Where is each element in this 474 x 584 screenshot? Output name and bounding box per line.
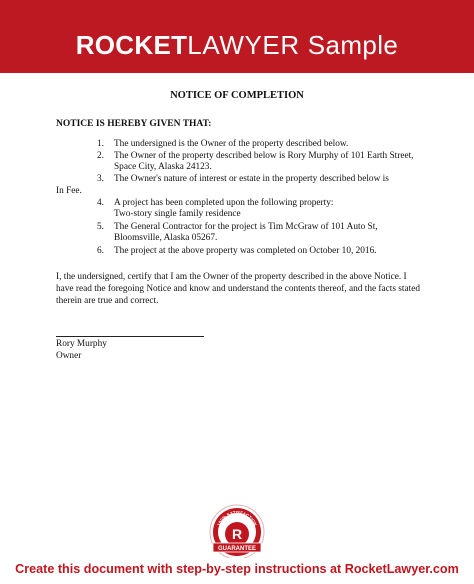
brand-lawyer: LAWYER xyxy=(187,30,300,60)
brand-sample-label: Sample xyxy=(307,30,399,60)
signature-role: Owner xyxy=(56,351,82,361)
list-item-text: Space City, Alaska 24123. xyxy=(114,162,212,172)
seal-ribbon-text: GUARANTEE xyxy=(217,546,257,552)
list-item-text: The project at the above property was completed on October 10, 2016. xyxy=(114,246,377,256)
signature-line xyxy=(56,336,204,337)
signature-name: Rory Murphy xyxy=(56,339,107,349)
list-item-text: Bloomsville, Alaska 05267. xyxy=(114,233,218,243)
list-item-text: Two-story single family residence xyxy=(114,209,241,219)
list-item-text: The Owner's nature of interest or estate in the property described below is xyxy=(114,174,389,184)
list-item-number: 2. xyxy=(97,151,104,161)
guarantee-seal-icon xyxy=(207,502,267,562)
list-item-text: The Owner of the property described below is Rory Murphy of 101 Earth Street, xyxy=(114,151,414,161)
list-item-text: The General Contractor for the project is Tim McGraw of 101 Auto St, xyxy=(114,222,378,232)
list-item-text: The undersigned is the Owner of the property described below. xyxy=(114,139,349,149)
list-item-number: 1. xyxy=(97,139,104,149)
footer-cta-link[interactable]: Create this document with step-by-step instructions at RocketLawyer.com xyxy=(15,562,459,576)
list-item-number: 3. xyxy=(97,174,104,184)
seal-arc-text: 100% SATISFACTION xyxy=(216,509,258,527)
list-item-text: A project has been completed upon the following property: xyxy=(114,198,334,208)
brand-rocket: ROCKET xyxy=(75,30,188,60)
certification-paragraph: I, the undersigned, certify that I am the Owner of the property described in the above Notice. I have read the foregoing Notice and know and understand the contents thereof, and the facts stated therein are true and correct. xyxy=(56,272,420,306)
list-item-number: 4. xyxy=(97,198,104,208)
list-item-continuation: In Fee. xyxy=(56,186,82,196)
document-lead: NOTICE IS HEREBY GIVEN THAT: xyxy=(56,119,212,129)
list-item-number: 5. xyxy=(97,222,104,232)
seal-letter: R xyxy=(231,526,243,542)
document-title: NOTICE OF COMPLETION xyxy=(170,90,304,101)
list-item-number: 6. xyxy=(97,246,104,256)
